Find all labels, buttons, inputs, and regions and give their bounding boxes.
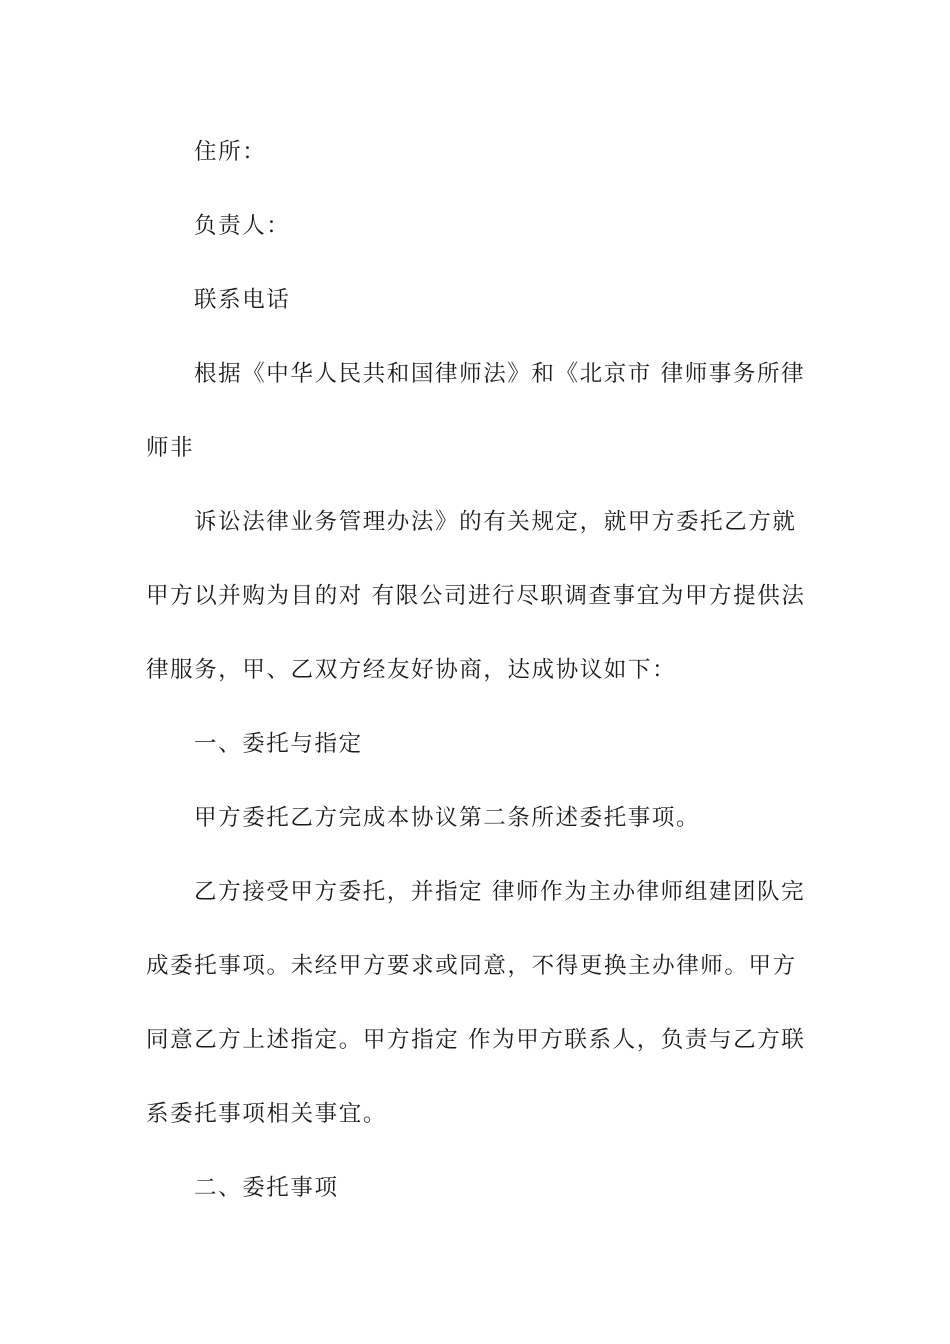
paragraph-line: 师非 <box>146 435 195 461</box>
address-label: 住所： <box>194 139 267 165</box>
paragraph-line: 成委托事项。未经甲方要求或同意，不得更换主办律师。甲方 <box>146 953 797 979</box>
contact-phone-label: 联系电话 <box>194 287 291 313</box>
section-heading-2: 二、委托事项 <box>194 1175 339 1201</box>
paragraph-line: 律服务，甲、乙双方经友好协商，达成协议如下： <box>146 657 677 683</box>
paragraph-line: 同意乙方上述指定。甲方指定 作为甲方联系人，负责与乙方联 <box>146 1027 806 1053</box>
paragraph-line: 系委托事项相关事宜。 <box>146 1101 388 1127</box>
paragraph-line: 根据《中华人民共和国律师法》和《北京市 律师事务所律 <box>194 361 806 387</box>
paragraph-line: 甲方以并购为目的对 有限公司进行尽职调查事宜为甲方提供法 <box>146 583 806 609</box>
paragraph-line: 诉讼法律业务管理办法》的有关规定，就甲方委托乙方就 <box>194 509 797 535</box>
paragraph-line: 甲方委托乙方完成本协议第二条所述委托事项。 <box>194 805 701 831</box>
paragraph-line: 乙方接受甲方委托，并指定 律师作为主办律师组建团队完 <box>194 879 806 905</box>
responsible-person-label: 负责人： <box>194 213 291 239</box>
section-heading-1: 一、委托与指定 <box>194 731 363 757</box>
